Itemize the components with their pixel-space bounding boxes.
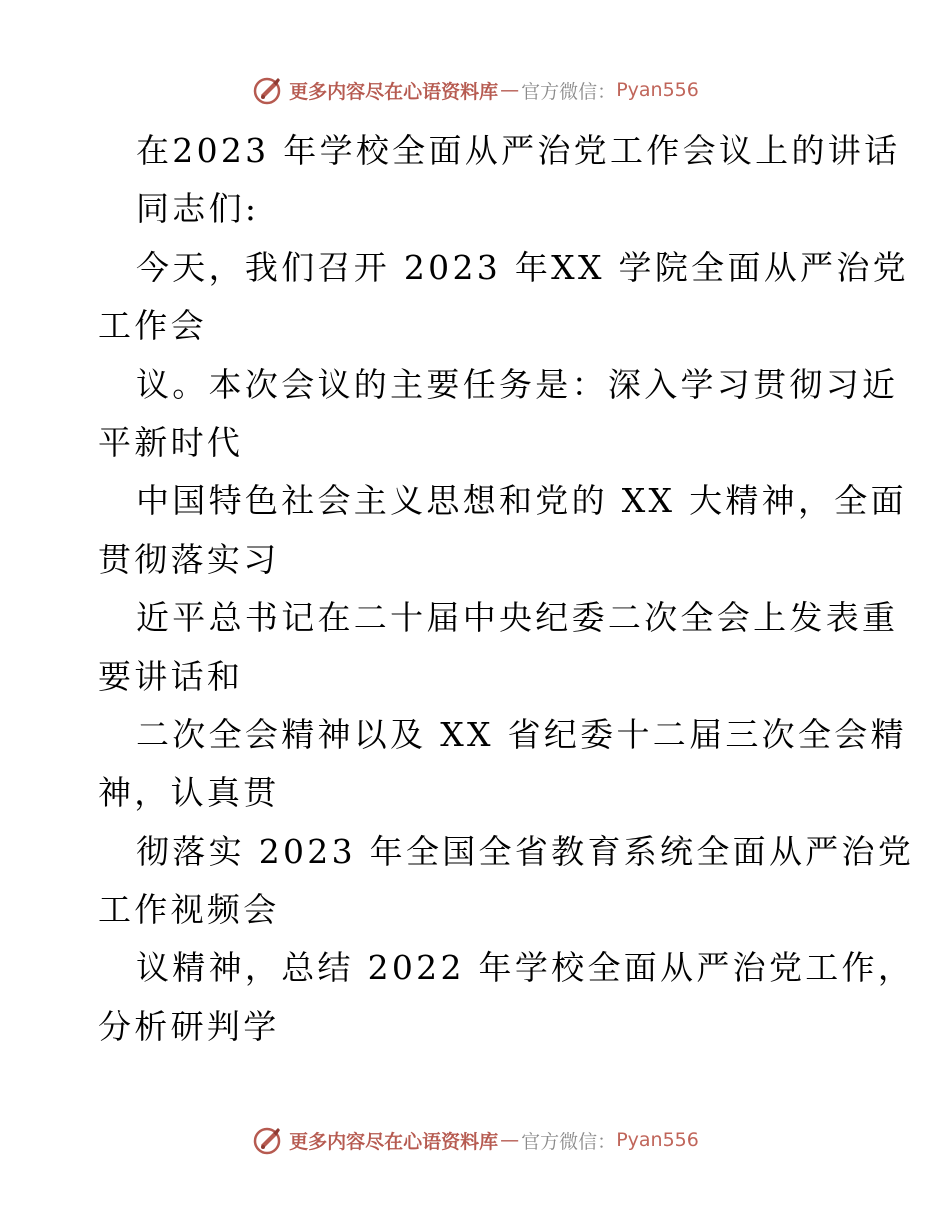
body-line: 神，认真贯 [98,773,280,813]
body-line: 分析研判学 [98,1006,280,1046]
salutation: 同志们: [136,189,260,229]
body-line: 近平总书记在二十届中央纪委二次全会上发表重 [136,598,899,638]
body-line: 彻落实 2023 年全国全省教育系统全面从严治党 [136,831,915,871]
banner-separator: — [500,1129,520,1151]
header-banner [0,70,950,110]
banner-wechat-id: Pyan556 [616,79,699,101]
body-line: 工作视频会 [98,890,280,930]
document-body [98,122,915,1056]
banner-brand-text: 更多内容尽在心语资料库 [289,80,499,103]
body-line: 工作会 [98,306,207,346]
body-line: 议精神，总结 2022 年学校全面从严治党工作， [136,948,915,988]
banner-wechat-id: Pyan556 [616,1129,699,1151]
document-title: 在2023 年学校全面从严治党工作会议上的讲话 [136,131,901,170]
body-line: 今天，我们召开 2023 年XX 学院全面从严治党 [136,247,909,287]
body-line: 二次全会精神以及 XX 省纪委十二届三次全会精 [136,714,907,754]
body-line: 平新时代 [98,422,244,462]
footer-banner [0,1120,950,1160]
brand-logo-icon [251,73,285,107]
brand-logo-icon [251,1123,285,1157]
banner-wechat-label: 官方微信： [521,1130,617,1153]
body-line: 贯彻落实习 [98,539,280,579]
banner-wechat-label: 官方微信： [521,80,617,103]
banner-brand-text: 更多内容尽在心语资料库 [289,1130,499,1153]
body-line: 要讲话和 [98,656,244,696]
body-line: 中国特色社会主义思想和党的 XX 大精神，全面 [136,481,907,521]
body-line: 议。本次会议的主要任务是：深入学习贯彻习近 [136,364,899,404]
banner-separator: — [500,79,520,101]
